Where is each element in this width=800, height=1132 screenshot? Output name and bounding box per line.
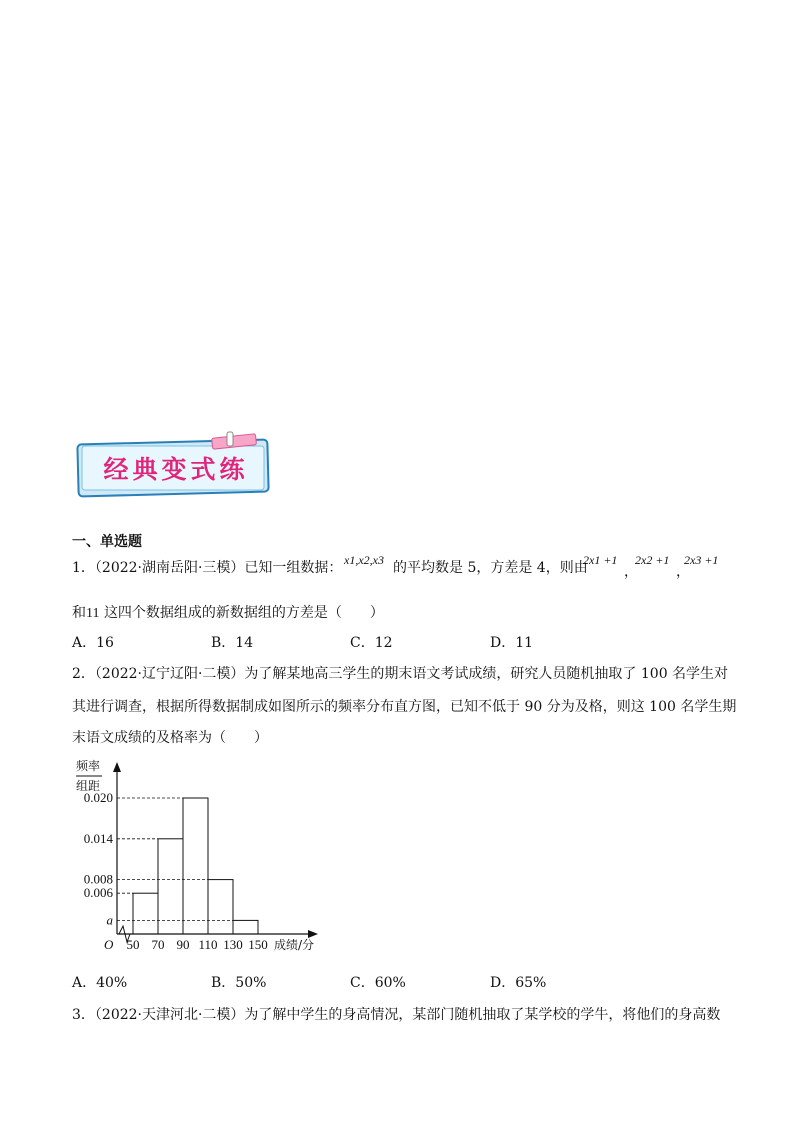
- y-tick-labels: [84, 790, 114, 927]
- histogram-bar: [183, 798, 208, 934]
- x-tick-label: 90: [176, 937, 190, 952]
- y-tick-label: 0.014: [83, 830, 113, 846]
- banner-title: 经典变式练: [103, 455, 249, 484]
- q1-expr-2: 2x2 +1: [635, 553, 670, 567]
- q2-line3: 末语文成绩的及格率为（ ）: [72, 730, 268, 746]
- histogram-bar: [133, 893, 158, 934]
- q2-option-a: A．40%: [72, 975, 128, 991]
- y-label-bottom: 组距: [76, 779, 101, 793]
- y-tick-label: 0.006: [83, 885, 113, 901]
- x-tick-label: 130: [223, 937, 243, 952]
- section-banner: [72, 430, 274, 498]
- q1-line2-rest: 这四个数据组成的新数据组的方差是（ ）: [103, 605, 384, 621]
- axes: [113, 762, 318, 942]
- q1-comma-2: ，: [676, 564, 690, 580]
- histogram-bar: [233, 920, 258, 934]
- q2-option-b: B．50%: [211, 975, 267, 991]
- q2-line1: 2．（2022·辽宁辽阳·二模）为了解某地高三学生的期末语文考试成绩，研究人员随机抽取了 100 名学生对: [72, 666, 729, 682]
- q2-option-c: C．60%: [350, 975, 406, 991]
- y-tick-label: a: [106, 912, 113, 928]
- q1-data-expr: x1,x2,x3: [344, 553, 384, 567]
- x-axis-arrow: [308, 930, 318, 938]
- q1-prefix: 1．（2022·湖南岳阳·三模）已知一组数据：: [72, 560, 343, 576]
- q1-num11: 11: [86, 606, 100, 621]
- x-tick-label: 150: [248, 937, 268, 952]
- x-tick-label: 110: [198, 937, 218, 952]
- x-tick-label: 50: [126, 937, 140, 952]
- q1-option-c: C．12: [350, 635, 393, 651]
- y-tick-label: 0.020: [83, 790, 113, 805]
- q1-line1: [72, 558, 342, 578]
- q1-expr-3: 2x3 +1: [684, 553, 719, 567]
- section-heading: 一、单选题: [72, 534, 142, 550]
- x-tick-labels: [127, 937, 268, 952]
- q1-mid: 的平均数是 5，方差是 4，则由: [393, 560, 588, 576]
- y-axis-arrow: [113, 762, 121, 772]
- origin-label: O: [104, 937, 114, 952]
- q1-option-b: B．14: [211, 635, 254, 651]
- y-label-top: 频率: [76, 759, 101, 773]
- q1-line2: [72, 603, 384, 624]
- histogram-bar: [208, 880, 233, 934]
- q2-option-d: D．65%: [490, 975, 547, 991]
- histogram-bars: [133, 798, 258, 934]
- dashed-guides: [117, 798, 233, 920]
- q1-option-a: A．16: [72, 635, 114, 651]
- x-tick-label: 70: [151, 937, 165, 952]
- q1-expr-1: 2x1 +1: [583, 553, 618, 567]
- q1-option-d: D．11: [490, 635, 534, 651]
- frequency-histogram: [72, 758, 352, 958]
- x-axis-label: 成绩/分: [274, 938, 315, 952]
- q2-line2: 其进行调查，根据所得数据制成如图所示的频率分布直方图，已知不低于 90 分为及格，则这 100 名学生期: [72, 699, 737, 715]
- histogram-bar: [158, 839, 183, 934]
- q3-line1: 3．（2022·天津河北·二模）为了解中学生的身高情况，某部门随机抽取了某学校的学牛，将他们的身高数: [72, 1007, 721, 1023]
- q1-comma-1: ，: [624, 564, 638, 580]
- y-tick-label: 0.008: [83, 871, 113, 887]
- q1-and: 和: [72, 605, 86, 621]
